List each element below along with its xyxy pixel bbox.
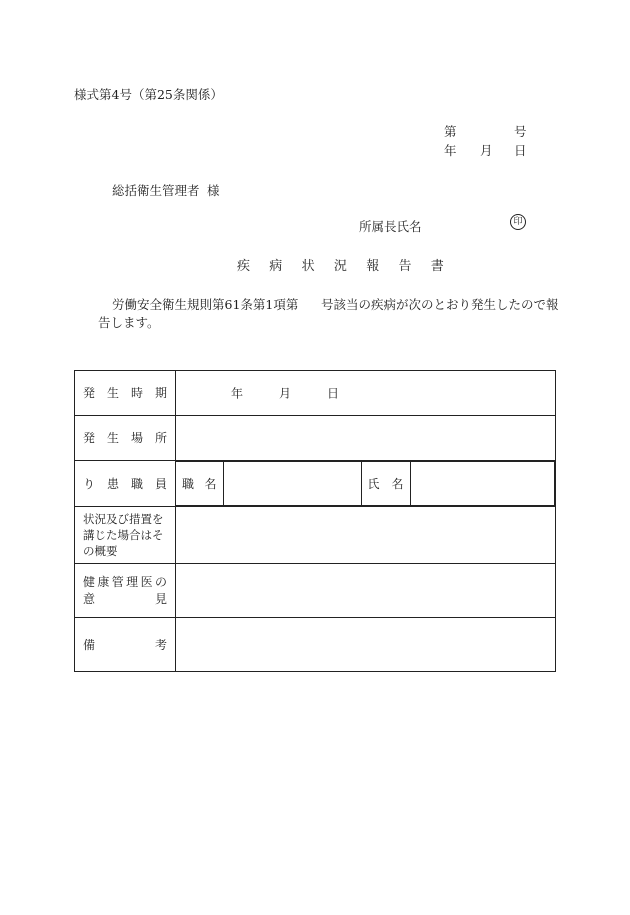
document-number-suffix: 号: [514, 124, 527, 139]
table-row-occurrence-time: [75, 371, 556, 416]
table-row-affected-employee: [75, 461, 556, 507]
occurrence-place-label: 発 生 場 所: [83, 431, 167, 445]
affected-employee-label: り 患 職 員: [83, 476, 167, 491]
occurrence-time-field[interactable]: [176, 371, 556, 416]
sender-label: 所属長氏名: [359, 219, 422, 234]
employee-name-label: 氏 名: [367, 477, 404, 491]
employee-name-field[interactable]: [410, 462, 555, 506]
title-char: 書: [430, 259, 444, 274]
title-char: 況: [333, 259, 347, 274]
document-number-prefix: 第: [444, 124, 457, 139]
title-char: 病: [269, 259, 283, 274]
table-row-remarks: [75, 618, 556, 672]
addressee-name: 総括衛生管理者: [112, 183, 200, 198]
title-char: 報: [366, 259, 380, 274]
situation-label: 状況及び措置を講じた場合はその概要: [83, 512, 164, 558]
form-number: 様式第4号（第25条関係）: [74, 87, 223, 102]
table-row-situation: [75, 507, 556, 564]
occurrence-day-unit: 日: [327, 386, 340, 401]
body-line2: 告します。: [98, 315, 160, 330]
situation-field[interactable]: [176, 507, 556, 564]
document-title: [237, 255, 444, 274]
table-row-occurrence-place: [75, 416, 556, 461]
seal-icon: [510, 214, 526, 230]
date-day: 日: [514, 143, 527, 158]
table-row-physician-opinion: [75, 564, 556, 618]
job-title-label: 職 名: [182, 477, 217, 491]
body-line1-part1: 労働安全衛生規則第61条第1項第: [112, 297, 299, 312]
occurrence-year-unit: 年: [231, 386, 244, 401]
date-year: 年: [444, 143, 457, 158]
date-month: 月: [480, 143, 493, 158]
seal-label: 印: [513, 217, 523, 227]
title-char: 状: [301, 259, 315, 274]
occurrence-month-unit: 月: [279, 386, 292, 401]
physician-opinion-field[interactable]: [176, 564, 556, 618]
remarks-field[interactable]: [176, 618, 556, 672]
title-char: 疾: [237, 259, 251, 274]
occurrence-time-label: 発 生 時 期: [83, 386, 167, 400]
physician-opinion-label: 健 康 管 理 医 の 意 見: [83, 574, 167, 606]
occurrence-place-field[interactable]: [176, 416, 556, 461]
addressee-honorific: 様: [207, 183, 220, 198]
body-line1-part2: 号該当の疾病が次のとおり発生したので報: [321, 297, 559, 312]
job-title-field[interactable]: [223, 462, 361, 506]
remarks-label: 備 考: [83, 637, 167, 652]
title-char: 告: [398, 259, 412, 274]
report-table: [74, 370, 556, 672]
